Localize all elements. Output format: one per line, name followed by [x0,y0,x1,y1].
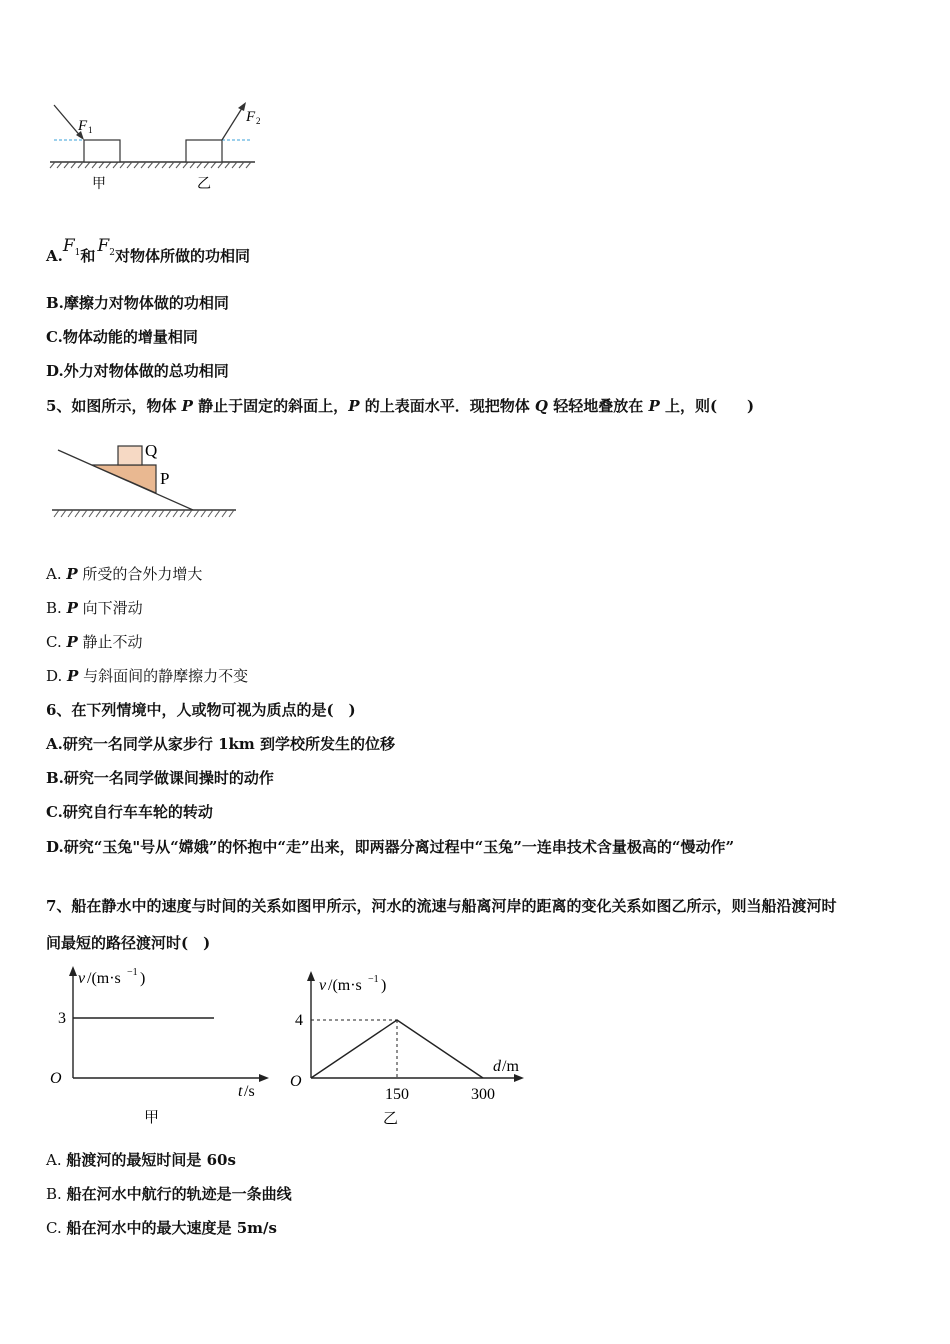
math-p: P [66,599,78,617]
math-q: Q [534,397,548,415]
ground-hatch [50,162,251,168]
label-q: Q [145,441,158,460]
q7-stem-line2: 间最短的路径渡河时( ) [46,934,211,952]
option-text: 对物体所做的功相同 [114,247,250,265]
graph-yi [285,965,535,1135]
graph-caption: 乙 [383,1111,399,1127]
q6-option-a: A.研究一名同学从家步行 1km 到学校所发生的位移 [46,735,396,753]
option-text: 所受的合外力增大 [77,565,203,583]
arrowhead-f2-icon [238,102,246,111]
label-f1-sub: 1 [88,125,93,135]
q7-option-a [46,1150,236,1170]
option-prefix: B. [46,599,67,617]
option-prefix: A. [46,247,63,265]
option-prefix: A. [46,1151,67,1169]
x-tick-label: 150 [385,1086,409,1103]
option-prefix: D. [46,667,68,685]
y-axis-label-exp: −1 [127,967,138,978]
x-axis-label-var: t [238,1083,243,1100]
math-p: P [67,667,79,685]
origin-label: O [290,1073,302,1090]
q5-option-c [46,632,143,652]
x-axis-label-unit: /s [244,1083,255,1100]
q5-option-d [46,666,248,686]
y-axis-label-exp: −1 [368,974,379,985]
y-tick-label: 4 [295,1012,303,1029]
q7-stem-line1: 7、船在静水中的速度与时间的关系如图甲所示，河水的流速与船离河岸的距离的变化关系如图乙所示，则当船沿渡河时 [46,897,837,915]
origin-label: O [50,1070,62,1087]
q6-stem: 6、在下列情境中，人或物可视为质点的是( ) [46,701,356,719]
force-arrow-f2 [222,105,244,140]
option-prefix: B. [46,1185,67,1203]
y-axis-label-unit: /(m·s [87,970,121,987]
force-figure [40,95,280,195]
y-axis-arrow-icon [69,966,77,976]
y-axis-label-close: ) [381,977,387,994]
y-axis-label-var: v [319,977,327,994]
option-text: 船在河水中的最大速度是 5m/s [66,1219,277,1237]
option-text: 和 [80,247,96,265]
option-text: 静止不动 [77,633,143,651]
stem-text: 5、如图所示，物体 [46,397,182,415]
ground-hatch [54,510,234,517]
math-p: P [181,397,193,415]
incline-figure [48,436,248,526]
option-prefix: C. [46,633,67,651]
q7-option-b [46,1184,292,1204]
block-jia [84,140,120,162]
y-axis-label-close: ) [140,970,146,987]
option-text: 船渡河的最短时间是 60s [66,1151,236,1169]
math-f2-sub: 2 [109,248,115,258]
q5-stem [46,396,754,416]
label-f2-sub: 2 [256,116,261,126]
math-f1-sub: 1 [74,248,81,258]
x-tick-label: 300 [471,1086,495,1103]
math-p: P [348,397,360,415]
option-prefix: C. [46,1219,67,1237]
stem-text: 静止于固定的斜面上， [192,397,349,415]
math-p: P [648,397,660,415]
stem-text: 上，则( ) [659,397,755,415]
option-text: 船在河水中航行的轨迹是一条曲线 [66,1185,292,1203]
q6-option-b: B.研究一名同学做课间操时的动作 [46,769,274,787]
math-p: P [66,565,78,583]
caption-jia: 甲 [92,177,106,192]
stem-text: 轻轻地叠放在 [548,397,649,415]
q5-option-b [46,598,143,618]
caption-yi: 乙 [197,177,211,192]
label-f2: F [246,109,256,125]
x-axis-arrow-icon [259,1074,269,1082]
graph-jia [40,960,280,1130]
y-axis-label-unit: /(m·s [328,977,362,994]
q6-option-d: D.研究“玉兔"号从“嫦娥”的怀抱中“走”出来，即两器分离过程中“玉兔”一连串技术含量极高的“慢动作” [46,838,735,856]
x-axis-label-var: d [493,1058,501,1075]
q4-option-c: C.物体动能的增量相同 [46,328,198,346]
option-text: 向下滑动 [77,599,143,617]
graph-caption: 甲 [144,1110,160,1126]
label-p: P [160,469,170,488]
x-axis-arrow-icon [514,1074,524,1082]
math-f1: F [62,236,75,256]
block-q [118,446,142,465]
stem-text: 的上表面水平．现把物体 [359,397,535,415]
math-p: P [66,633,78,651]
q6-option-c: C.研究自行车车轮的转动 [46,803,213,821]
y-tick-label: 3 [58,1010,66,1027]
y-axis-arrow-icon [307,971,315,981]
q5-option-a [46,564,202,584]
x-axis-label-unit: /m [502,1058,519,1075]
block-p [92,465,156,493]
block-yi [186,140,222,162]
q4-option-a [46,236,250,269]
option-text: 与斜面间的静摩擦力不变 [78,667,249,685]
q4-option-d: D.外力对物体做的总功相同 [46,362,229,380]
y-axis-label-var: v [78,970,86,987]
math-f2: F [97,236,110,256]
label-f1: F [78,118,88,134]
q4-option-b: B.摩擦力对物体做的功相同 [46,294,229,312]
q7-option-c [46,1218,277,1238]
option-prefix: A. [46,565,67,583]
